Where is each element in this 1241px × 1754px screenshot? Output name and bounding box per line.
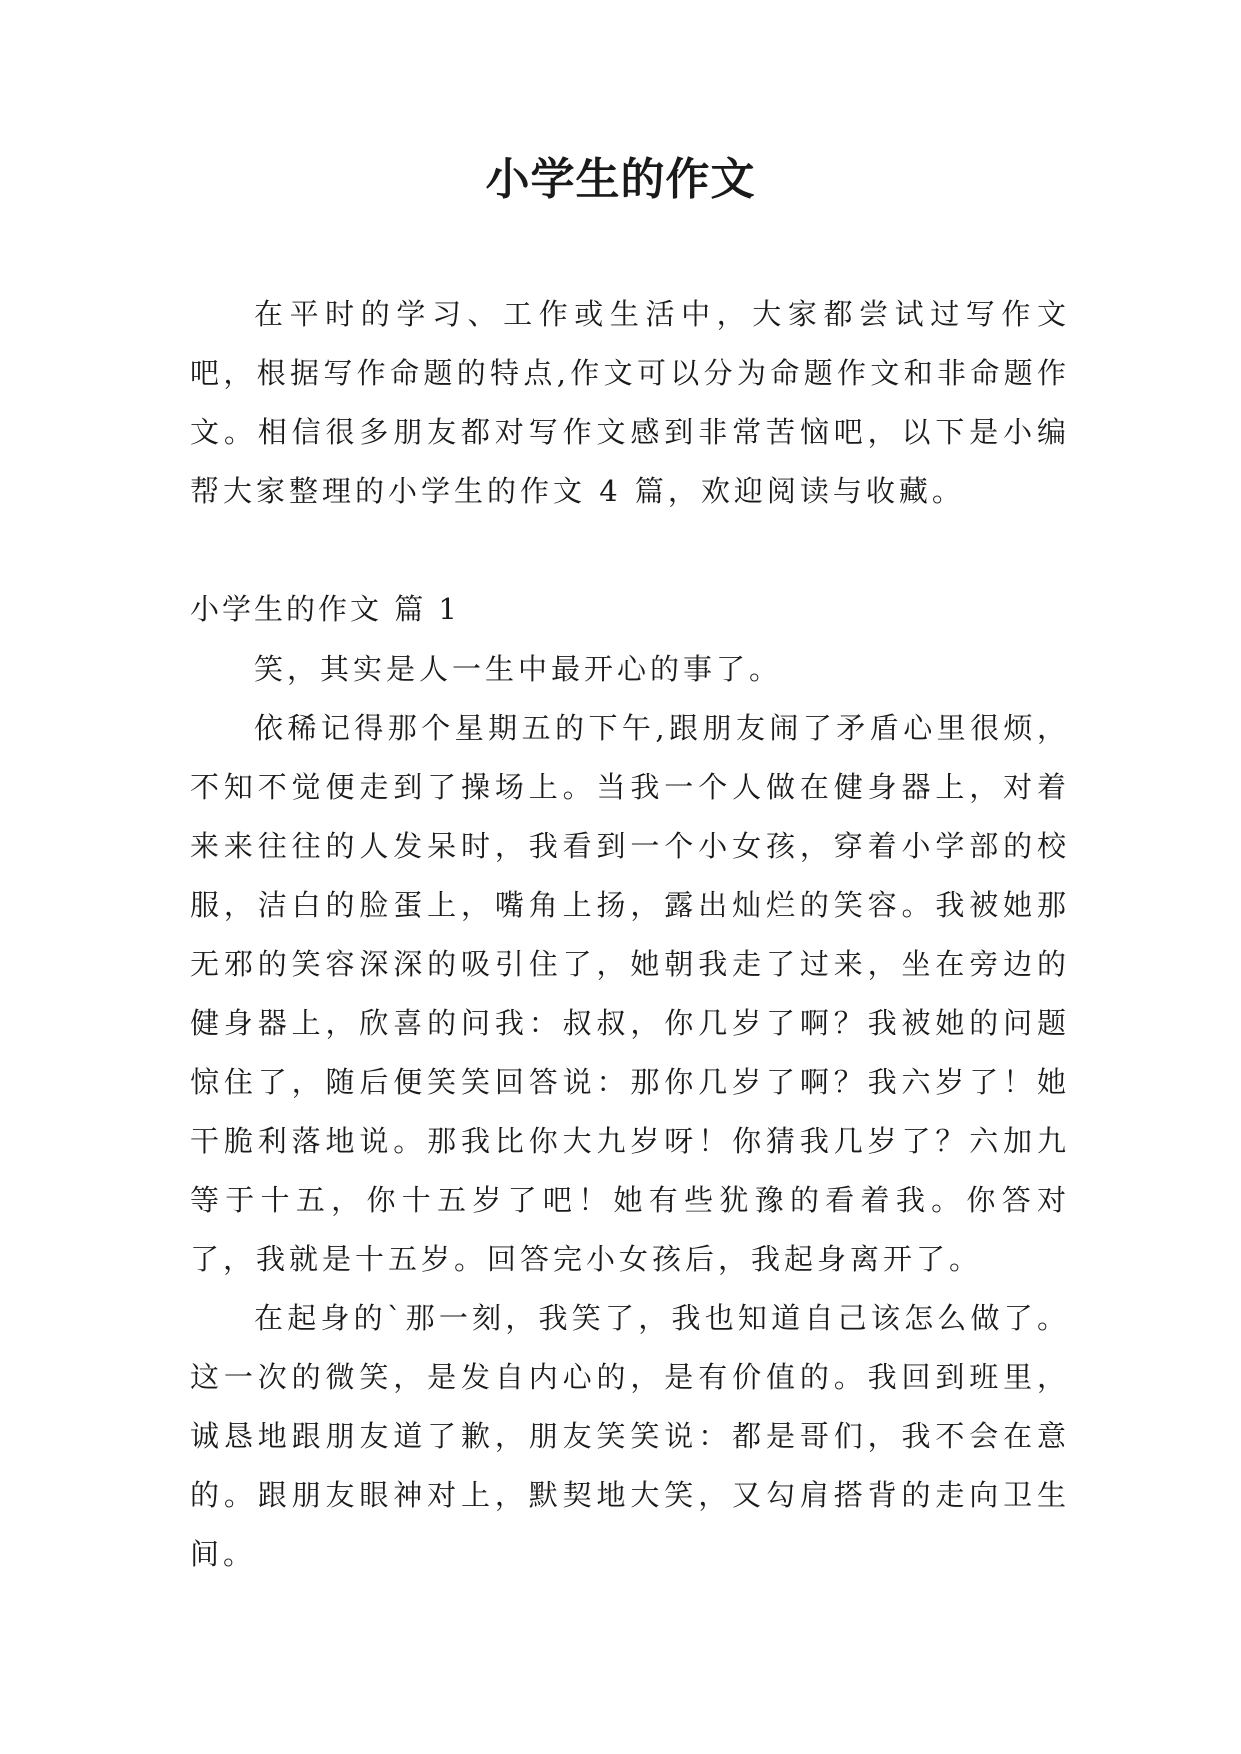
- essay-paragraph: 笑，其实是人一生中最开心的事了。: [254, 652, 783, 686]
- section-heading: 小学生的作文 篇 1: [190, 592, 460, 626]
- intro-paragraph: 在平时的学习、工作或生活中，大家都尝试过写作文吧，根据写作命题的特点,作文可以分为命题作文和非命题作文。相信很多朋友都对写作文感到非常苦恼吧，以下是小编帮大家整理的小学生的作文 4 篇，欢迎阅读与收藏。: [190, 297, 1070, 508]
- document-title: 小学生的作文: [485, 154, 756, 205]
- essay-body: [190, 640, 1070, 1584]
- essay-paragraph: 依稀记得那个星期五的下午,跟朋友闹了矛盾心里很烦，不知不觉便走到了操场上。当我一个人做在健身器上，对着来来往往的人发呆时，我看到一个小女孩，穿着小学部的校服，洁白的脸蛋上，嘴角上扬，露出灿烂的笑容。我被她那无邪的笑容深深的吸引住了，她朝我走了过来，坐在旁边的健身器上，欣喜的问我：叔叔，你几岁了啊？我被她的问题惊住了，随后便笑笑回答说：那你几岁了啊？我六岁了！她干脆利落地说。那我比你大九岁呀！你猜我几岁了？六加九等于十五，你十五岁了吧！她有些犹豫的看着我。你答对了，我就是十五岁。回答完小女孩后，我起身离开了。: [190, 711, 1070, 1276]
- essay-paragraph: 在起身的`那一刻，我笑了，我也知道自己该怎么做了。这一次的微笑，是发自内心的，是有价值的。我回到班里，诚恳地跟朋友道了歉，朋友笑笑说：都是哥们，我不会在意的。跟朋友眼神对上，默契地大笑，又勾肩搭背的走向卫生间。: [190, 1301, 1070, 1571]
